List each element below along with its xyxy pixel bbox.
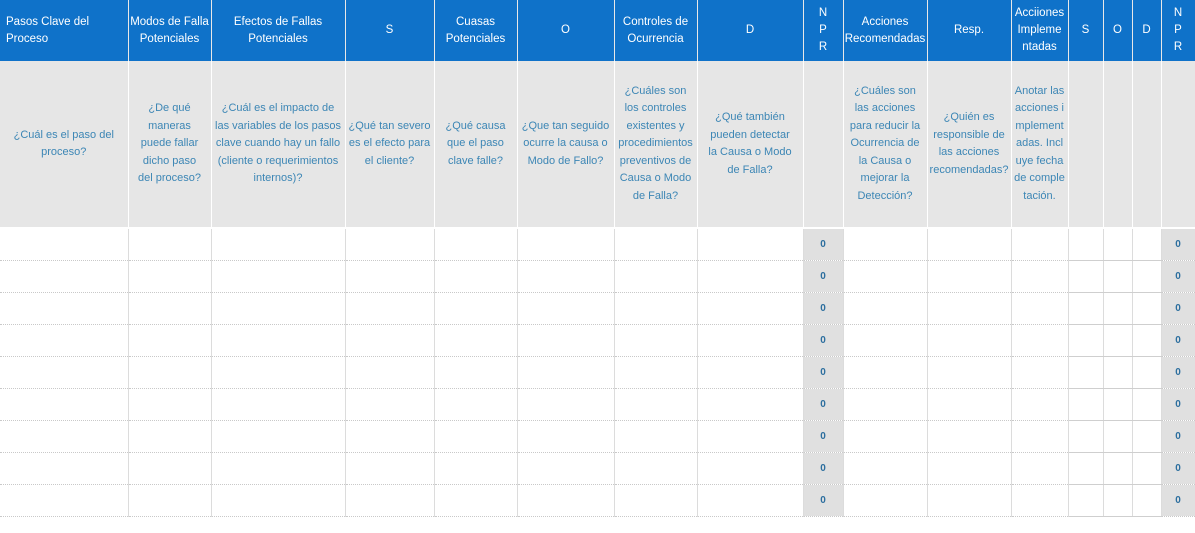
table-cell[interactable] (927, 453, 1011, 485)
guidance-d2 (1132, 61, 1161, 227)
table-row (0, 453, 1195, 485)
table-cell[interactable] (1011, 485, 1068, 517)
table-cell[interactable] (1103, 325, 1132, 357)
table-cell[interactable] (211, 453, 345, 485)
table-cell[interactable] (517, 453, 614, 485)
table-cell[interactable] (128, 485, 211, 517)
header-o2[interactable]: O (1103, 0, 1132, 61)
table-cell[interactable] (1068, 357, 1103, 389)
data-rows (0, 229, 1195, 517)
header-acciones-recomendadas[interactable]: Acciones Recomendadas (843, 0, 927, 61)
table-cell[interactable] (1103, 485, 1132, 517)
table-cell[interactable] (345, 357, 434, 389)
table-cell[interactable] (0, 261, 128, 293)
npr2-cell[interactable]: 0 (1161, 325, 1195, 357)
guidance-npr2 (1161, 61, 1195, 227)
table-cell[interactable] (614, 421, 697, 453)
table-cell[interactable] (614, 293, 697, 325)
table-cell[interactable] (843, 485, 927, 517)
table-cell[interactable] (1103, 389, 1132, 421)
table-cell[interactable] (128, 325, 211, 357)
table-cell[interactable] (1068, 485, 1103, 517)
npr2-cell[interactable]: 0 (1161, 293, 1195, 325)
table-cell[interactable] (345, 261, 434, 293)
table-cell[interactable] (843, 261, 927, 293)
table-cell[interactable] (614, 485, 697, 517)
table-cell[interactable] (0, 357, 128, 389)
table-cell[interactable] (345, 453, 434, 485)
table-cell[interactable] (517, 261, 614, 293)
table-cell[interactable] (517, 229, 614, 261)
header-o[interactable]: O (517, 0, 614, 61)
table-cell[interactable] (697, 293, 803, 325)
header-npr[interactable]: N P R (803, 0, 843, 61)
table-cell[interactable] (843, 357, 927, 389)
table-cell[interactable] (345, 389, 434, 421)
header-causas[interactable]: Cuasas Potenciales (434, 0, 517, 61)
npr2-cell[interactable]: 0 (1161, 389, 1195, 421)
table-cell[interactable] (927, 389, 1011, 421)
table-cell[interactable] (843, 293, 927, 325)
table-cell[interactable] (517, 389, 614, 421)
guidance-s2 (1068, 61, 1103, 227)
table-cell[interactable] (128, 389, 211, 421)
guidance-s: ¿Qué tan severo es el efecto para el cliente? (345, 61, 434, 227)
guidance-efectos: ¿Cuál es el impacto de las variables de los pasos clave cuando hay un fallo (cliente o requerimientos internos)? (211, 61, 345, 227)
table-cell[interactable] (697, 325, 803, 357)
table-cell[interactable] (211, 389, 345, 421)
guidance-implementadas: Anotar las acciones implementadas. Incluye fecha de completación. (1011, 61, 1068, 227)
guidance-o2 (1103, 61, 1132, 227)
npr2-cell[interactable]: 0 (1161, 229, 1195, 261)
table-cell[interactable] (0, 229, 128, 261)
table-cell[interactable] (1132, 293, 1161, 325)
npr2-cell[interactable]: 0 (1161, 357, 1195, 389)
table-cell[interactable] (517, 293, 614, 325)
guidance-controles: ¿Cuáles son los controles existentes y procedimientos preventivos de Causa o Modo de Falla? (614, 61, 697, 227)
table-cell[interactable] (927, 293, 1011, 325)
table-cell[interactable] (1103, 229, 1132, 261)
table-cell[interactable] (927, 325, 1011, 357)
table-cell[interactable] (1011, 453, 1068, 485)
table-cell[interactable] (0, 389, 128, 421)
table-cell[interactable] (345, 485, 434, 517)
guidance-o: ¿Que tan seguido ocurre la causa o Modo de Fallo? (517, 61, 614, 227)
npr-cell[interactable]: 0 (803, 293, 843, 325)
table-cell[interactable] (927, 357, 1011, 389)
table-cell[interactable] (843, 325, 927, 357)
table-cell[interactable] (1011, 261, 1068, 293)
table-row (0, 421, 1195, 453)
table-cell[interactable] (517, 421, 614, 453)
table-cell[interactable] (434, 485, 517, 517)
table-cell[interactable] (0, 293, 128, 325)
table-cell[interactable] (0, 453, 128, 485)
header-row (0, 0, 1195, 61)
guidance-row (0, 61, 1195, 227)
table-cell[interactable] (211, 261, 345, 293)
table-cell[interactable] (697, 229, 803, 261)
table-cell[interactable] (517, 325, 614, 357)
table-cell[interactable] (1132, 261, 1161, 293)
table-cell[interactable] (843, 389, 927, 421)
table-cell[interactable] (1103, 293, 1132, 325)
header-pasos-clave[interactable]: Pasos Clave del Proceso (0, 0, 128, 61)
table-cell[interactable] (927, 421, 1011, 453)
table-cell[interactable] (517, 485, 614, 517)
guidance-npr (803, 61, 843, 227)
table-cell[interactable] (614, 261, 697, 293)
table-cell[interactable] (1011, 325, 1068, 357)
guidance-causas: ¿Qué causa que el paso clave falle? (434, 61, 517, 227)
table-cell[interactable] (1132, 357, 1161, 389)
npr-cell[interactable]: 0 (803, 357, 843, 389)
table-cell[interactable] (1132, 229, 1161, 261)
table-cell[interactable] (434, 389, 517, 421)
table-cell[interactable] (697, 357, 803, 389)
table-cell[interactable] (1103, 357, 1132, 389)
header-s[interactable]: S (345, 0, 434, 61)
table-cell[interactable] (345, 293, 434, 325)
table-cell[interactable] (1132, 389, 1161, 421)
table-cell[interactable] (434, 229, 517, 261)
table-cell[interactable] (128, 453, 211, 485)
table-cell[interactable] (434, 261, 517, 293)
table-cell[interactable] (345, 325, 434, 357)
table-cell[interactable] (128, 293, 211, 325)
table-cell[interactable] (697, 421, 803, 453)
guidance-d: ¿Qué también pueden detectar la Causa o Modo de Falla? (697, 61, 803, 227)
table-cell[interactable] (211, 485, 345, 517)
header-efectos-fallas[interactable]: Efectos de Fallas Potenciales (211, 0, 345, 61)
table-row (0, 293, 1195, 325)
header-npr2[interactable]: N P R (1161, 0, 1195, 61)
table-cell[interactable] (1068, 293, 1103, 325)
table-cell[interactable] (1132, 453, 1161, 485)
table-cell[interactable] (1011, 229, 1068, 261)
table-cell[interactable] (1011, 293, 1068, 325)
table-cell[interactable] (1103, 261, 1132, 293)
npr2-cell[interactable]: 0 (1161, 453, 1195, 485)
table-cell[interactable] (0, 325, 128, 357)
table-cell[interactable] (1068, 421, 1103, 453)
table-cell[interactable] (1068, 325, 1103, 357)
table-cell[interactable] (434, 453, 517, 485)
header-controles[interactable]: Controles de Ocurrencia (614, 0, 697, 61)
table-cell[interactable] (614, 389, 697, 421)
table-cell[interactable] (1132, 325, 1161, 357)
table-row (0, 261, 1195, 293)
npr-cell[interactable]: 0 (803, 261, 843, 293)
table-cell[interactable] (843, 453, 927, 485)
table-cell[interactable] (434, 357, 517, 389)
table-cell[interactable] (1103, 421, 1132, 453)
guidance-pasos: ¿Cuál es el paso del proceso? (0, 61, 128, 227)
table-cell[interactable] (614, 453, 697, 485)
header-acciones-implementadas[interactable]: Acciiones Implementadas (1011, 0, 1068, 61)
table-cell[interactable] (697, 453, 803, 485)
table-cell[interactable] (0, 485, 128, 517)
npr2-cell[interactable]: 0 (1161, 261, 1195, 293)
table-cell[interactable] (614, 357, 697, 389)
table-cell[interactable] (128, 261, 211, 293)
npr2-cell[interactable]: 0 (1161, 485, 1195, 517)
table-cell[interactable] (211, 357, 345, 389)
guidance-modos: ¿De qué maneras puede fallar dicho paso del proceso? (128, 61, 211, 227)
header-d2[interactable]: D (1132, 0, 1161, 61)
table-row (0, 485, 1195, 517)
table-cell[interactable] (345, 229, 434, 261)
table-cell[interactable] (211, 229, 345, 261)
npr-cell[interactable]: 0 (803, 485, 843, 517)
npr-cell[interactable]: 0 (803, 389, 843, 421)
table-cell[interactable] (1103, 453, 1132, 485)
table-cell[interactable] (1068, 229, 1103, 261)
table-cell[interactable] (211, 293, 345, 325)
table-cell[interactable] (927, 261, 1011, 293)
table-cell[interactable] (927, 229, 1011, 261)
guidance-acciones: ¿Cuáles son las acciones para reducir la Ocurrencia de la Causa o mejorar la Detección? (843, 61, 927, 227)
npr2-cell[interactable]: 0 (1161, 421, 1195, 453)
table-cell[interactable] (614, 325, 697, 357)
header-modos-falla[interactable]: Modos de Falla Potenciales (128, 0, 211, 61)
table-cell[interactable] (1132, 421, 1161, 453)
table-cell[interactable] (697, 485, 803, 517)
table-cell[interactable] (434, 421, 517, 453)
table-cell[interactable] (697, 261, 803, 293)
table-row (0, 389, 1195, 421)
npr-cell[interactable]: 0 (803, 229, 843, 261)
table-cell[interactable] (128, 229, 211, 261)
header-d[interactable]: D (697, 0, 803, 61)
table-cell[interactable] (697, 389, 803, 421)
table-cell[interactable] (434, 293, 517, 325)
table-cell[interactable] (434, 325, 517, 357)
table-row (0, 229, 1195, 261)
table-cell[interactable] (614, 229, 697, 261)
npr-cell[interactable]: 0 (803, 453, 843, 485)
table-cell[interactable] (1132, 485, 1161, 517)
table-cell[interactable] (128, 421, 211, 453)
table-cell[interactable] (211, 421, 345, 453)
table-cell[interactable] (1011, 421, 1068, 453)
guidance-resp: ¿Quién es responsible de las acciones recomendadas? (927, 61, 1011, 227)
table-cell[interactable] (1011, 389, 1068, 421)
npr-cell[interactable]: 0 (803, 421, 843, 453)
table-cell[interactable] (128, 357, 211, 389)
header-resp[interactable]: Resp. (927, 0, 1011, 61)
table-cell[interactable] (517, 357, 614, 389)
table-row (0, 357, 1195, 389)
table-cell[interactable] (927, 485, 1011, 517)
table-row (0, 325, 1195, 357)
table-cell[interactable] (345, 421, 434, 453)
table-cell[interactable] (211, 325, 345, 357)
table-cell[interactable] (843, 421, 927, 453)
table-cell[interactable] (1068, 453, 1103, 485)
table-cell[interactable] (1011, 357, 1068, 389)
table-cell[interactable] (1068, 261, 1103, 293)
header-s2[interactable]: S (1068, 0, 1103, 61)
table-cell[interactable] (843, 229, 927, 261)
npr-cell[interactable]: 0 (803, 325, 843, 357)
table-cell[interactable] (1068, 389, 1103, 421)
table-cell[interactable] (0, 421, 128, 453)
